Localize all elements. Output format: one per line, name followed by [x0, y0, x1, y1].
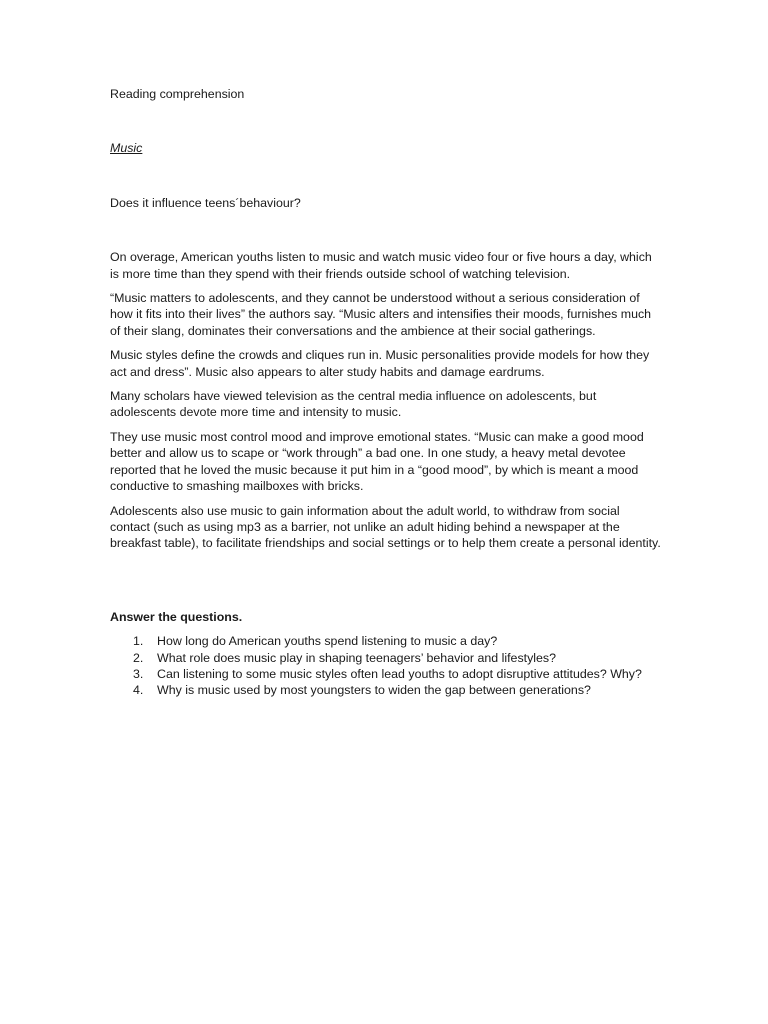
reading-question-title: Does it influence teens´behaviour?: [110, 195, 301, 210]
question-item: [110, 666, 662, 682]
question-list: [110, 633, 662, 699]
passage-paragraph: “Music matters to adolescents, and they cannot be understood without a serious consideration of how it fits into their lives” the authors say. “Music alters and intensifies their moods, furnishes much of their slang, dominates their conversations and the ambience at their social gatherings.: [110, 291, 652, 338]
document-subject: Music: [110, 141, 143, 156]
question-number: 2.: [133, 650, 144, 665]
passage-paragraph: Adolescents also use music to gain information about the adult world, to withdraw from social contact (such as using mp3 as a barrier, not unlike an adult hiding behind a newspaper at the breakfast table), to facilitate friendships and social settings or to help them create a personal identity.: [110, 503, 661, 551]
document-content: [110, 86, 662, 699]
question-number: 1.: [133, 634, 144, 649]
passage-paragraph: Many scholars have viewed television as the central media influence on adolescents, but adolescents devote more time and intensity to music.: [110, 389, 597, 420]
answer-heading: Answer the questions.: [110, 609, 243, 624]
question-item: [110, 682, 662, 698]
question-item: [110, 650, 662, 666]
question-text: Why is music used by most youngsters to widen the gap between generations?: [157, 683, 591, 698]
question-text: Can listening to some music styles often lead youths to adopt disruptive attitudes? Why?: [157, 666, 642, 681]
question-number: 4.: [133, 683, 144, 698]
passage-paragraph: They use music most control mood and improve emotional states. “Music can make a good mood better and allow us to scape or “work through” a bad one. In one study, a heavy metal devotee reported that he loved the music because it put him in a “good mood”, by which is meant a mood conductive to smashing mailboxes with bricks.: [110, 429, 644, 494]
question-item: [110, 633, 662, 649]
question-text: How long do American youths spend listening to music a day?: [157, 634, 498, 649]
passage-paragraph: On overage, American youths listen to music and watch music video four or five hours a day, which is more time than they spend with their friends outside school of watching television.: [110, 250, 652, 281]
question-number: 3.: [133, 666, 144, 681]
question-text: What role does music play in shaping teenagers’ behavior and lifestyles?: [157, 650, 557, 665]
document-heading: Reading comprehension: [110, 87, 245, 101]
reading-passage: [110, 249, 662, 552]
passage-paragraph: Music styles define the crowds and cliques run in. Music personalities provide models for how they act and dress”. Music also appears to alter study habits and damage eardrums.: [110, 348, 650, 379]
